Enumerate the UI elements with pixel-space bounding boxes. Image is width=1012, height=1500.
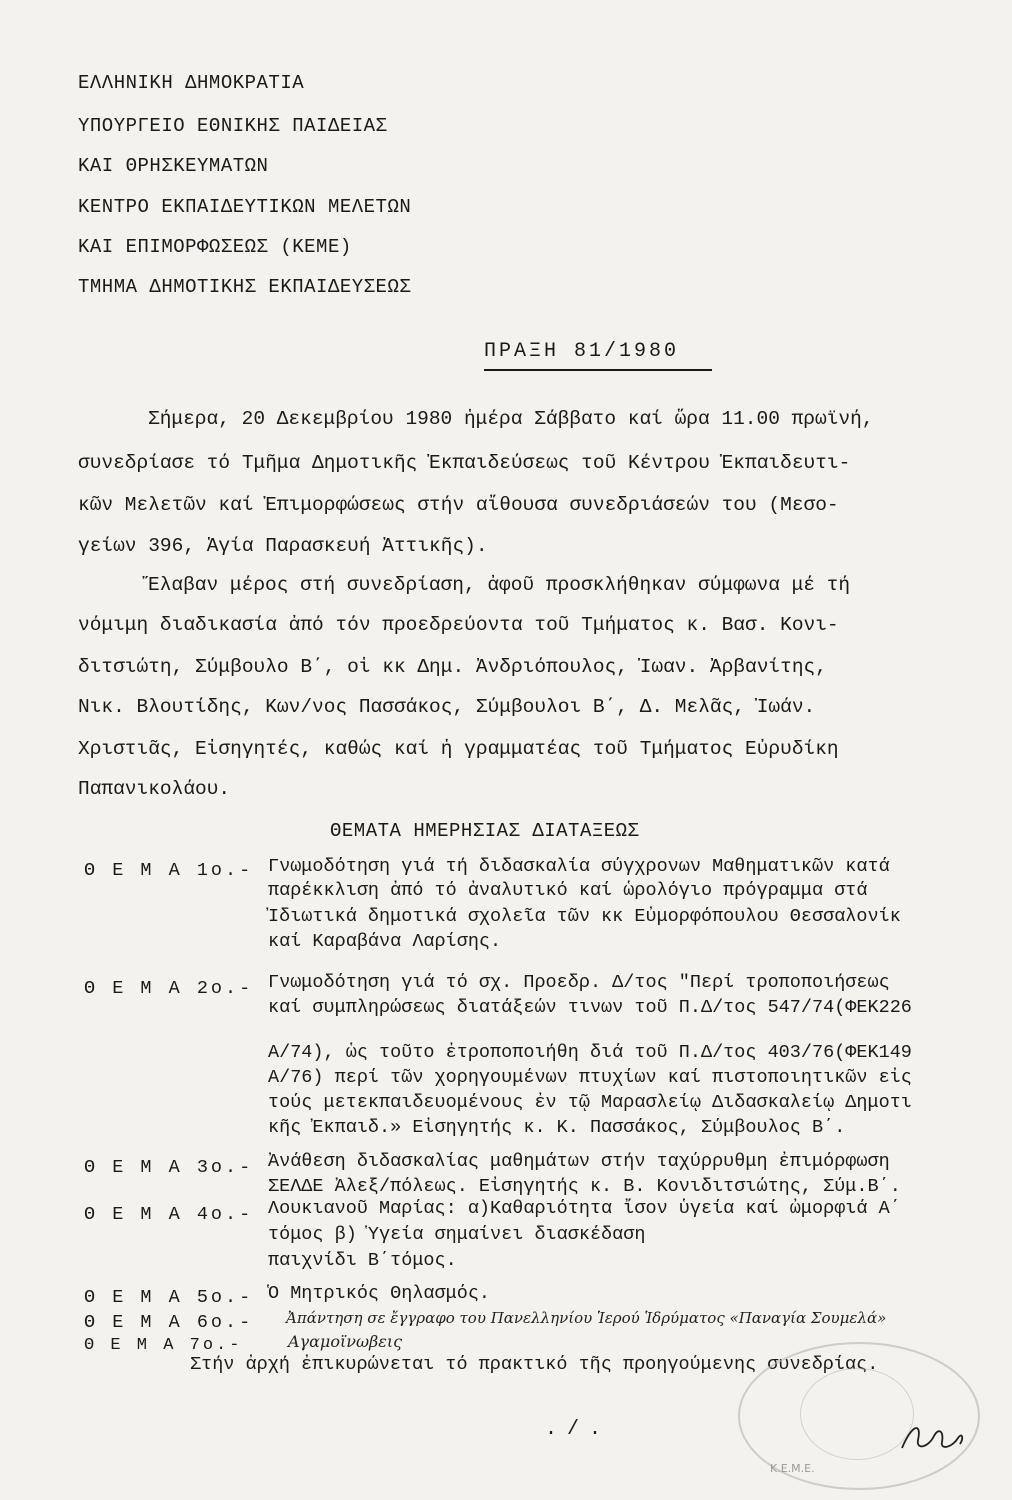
stamp-emblem: [800, 1368, 914, 1460]
agenda-item-line: Α/76) περί τῶν χορηγουμένων πτυχίων καί πιστοποιητικῶν εἰς: [268, 1067, 912, 1088]
agenda-heading: ΘΕΜΑΤΑ ΗΜΕΡΗΣΙΑΣ ΔΙΑΤΑΞΕΩΣ: [330, 820, 640, 842]
agenda-item-label: Θ Ε Μ Α 5ο.-: [84, 1287, 254, 1308]
stamp-text: Κ.Ε.Μ.Ε.: [770, 1462, 815, 1475]
body-line: Ἔλαβαν μέρος στή συνεδρίαση, ἀφοῦ προσκλήθηκαν σύμφωνα μέ τή: [148, 574, 851, 596]
agenda-item-line: παιχνίδι Β΄τόμος.: [268, 1250, 457, 1271]
header-line: ΤΜΗΜΑ ΔΗΜΟΤΙΚΗΣ ΕΚΠΑΙΔΕΥΣΕΩΣ: [78, 276, 412, 298]
body-line: Νικ. Βλουτίδης, Κων/νος Πασσάκος, Σύμβουλοι Β΄, Δ. Μελᾶς, Ἰωάν.: [78, 696, 816, 718]
agenda-item-label: Θ Ε Μ Α 7ο.-: [84, 1336, 243, 1355]
body-line: διτσιώτη, Σύμβουλο Β΄, οἱ κκ Δημ. Ἀνδριόπουλος, Ἰωαν. Ἀρβανίτης,: [78, 656, 827, 678]
agenda-item-line: Γνωμοδότηση γιά τό σχ. Προεδρ. Δ/τος "Περί τροποποιήσεως: [268, 972, 890, 993]
body-line: συνεδρίασε τό Τμῆμα Δημοτικῆς Ἐκπαιδεύσεως τοῦ Κέντρου Ἐκπαιδευτι-: [78, 452, 851, 474]
body-line: κῶν Μελετῶν καί Ἐπιμορφώσεως στήν αἴθουσα συνεδριάσεών του (Μεσο-: [78, 494, 839, 516]
title-underline: [484, 369, 712, 371]
agenda-item-line: παρέκκλιση ἀπό τό ἀναλυτικό καί ὡρολόγιο πρόγραμμα στά: [268, 880, 868, 901]
agenda-item-line: καί Καραβάνα Λαρίσης.: [268, 931, 502, 952]
agenda-item-line: Α/74), ὡς τοῦτο ἐτροποποιήθη διά τοῦ Π.Δ/τος 403/76(ΦΕΚ149: [268, 1042, 912, 1063]
agenda-item-line: Γνωμοδότηση γιά τή διδασκαλία σύγχρονων Μαθηματικῶν κατά: [268, 856, 890, 877]
agenda-item-line: τούς μετεκπαιδευομένους ἐν τῷ Μαρασλείῳ Διδασκαλείῳ Δημοτι: [268, 1092, 912, 1113]
agenda-item-label: Θ Ε Μ Α 6ο.-: [84, 1312, 254, 1333]
agenda-item-line: Ὁ Μητρικός Θηλασμός.: [268, 1283, 491, 1304]
header-line: ΕΛΛΗΝΙΚΗ ΔΗΜΟΚΡΑΤΙΑ: [78, 72, 305, 94]
agenda-item-label: Θ Ε Μ Α 4ο.-: [84, 1204, 254, 1225]
agenda-item-line: Ἀνάθεση διδασκαλίας μαθημάτων στήν ταχύρρυθμη ἐπιμόρφωση: [268, 1151, 890, 1172]
handwritten-note: Αγαμοϊνωβεις: [288, 1332, 403, 1351]
agenda-item-label: Θ Ε Μ Α 1ο.-: [84, 860, 254, 881]
body-line: Σήμερα, 20 Δεκεμβρίου 1980 ἡμέρα Σάββατο καί ὥρα 11.00 πρωϊνή,: [148, 408, 874, 430]
signature: [898, 1418, 968, 1458]
agenda-item-line: ΣΕΛΔΕ Ἀλεξ/πόλεως. Εἰσηγητής κ. Β. Κονιδιτσιώτης, Σύμ.Β΄.: [268, 1176, 901, 1197]
agenda-item-line: Λουκιανοῦ Μαρίας: α)Καθαριότητα ἴσον ὑγεία καί ὠμορφιά Α΄: [268, 1198, 901, 1219]
handwritten-note: Ἀπάντηση σε ἔγγραφο του Πανελληνίου Ἱερού Ἱδρύματος «Παναγία Σουμελά»: [286, 1309, 887, 1327]
agenda-item-label: Θ Ε Μ Α 3ο.-: [84, 1157, 254, 1178]
body-line: Χριστιᾶς, Εἰσηγητές, καθώς καί ἡ γραμματέας τοῦ Τμήματος Εὐρυδίκη: [78, 738, 839, 760]
agenda-item-label: Θ Ε Μ Α 2ο.-: [84, 978, 254, 999]
page-marker: ./.: [545, 1418, 612, 1441]
agenda-item-line: τόμος β) Ὑγεία σημαίνει διασκέδαση: [268, 1224, 646, 1245]
header-line: ΥΠΟΥΡΓΕΙΟ ΕΘΝΙΚΗΣ ΠΑΙΔΕΙΑΣ: [78, 115, 388, 137]
body-line: γείων 396, Ἁγία Παρασκευή Ἀττικῆς).: [78, 535, 488, 557]
document-title: ΠΡΑΞΗ 81/1980: [484, 340, 680, 363]
header-line: ΚΑΙ ΕΠΙΜΟΡΦΩΣΕΩΣ (ΚΕΜΕ): [78, 236, 352, 258]
body-line: Παπανικολάου.: [78, 778, 231, 800]
agenda-item-line: κῆς Ἐκπαιδ.» Εἰσηγητής κ. Κ. Πασσάκος, Σύμβουλος Β΄.: [268, 1117, 846, 1138]
body-line: νόμιμη διαδικασία ἀπό τόν προεδρεύοντα τοῦ Τμήματος κ. Βασ. Κονι-: [78, 614, 839, 636]
closing-line: Στήν ἀρχή ἐπικυρώνεται τό πρακτικό τῆς προηγούμενης συνεδρίας.: [190, 1354, 879, 1375]
header-line: ΚΕΝΤΡΟ ΕΚΠΑΙΔΕΥΤΙΚΩΝ ΜΕΛΕΤΩΝ: [78, 196, 412, 218]
agenda-item-line: Ἰδιωτικά δημοτικά σχολεῖα τῶν κκ Εὐμορφόπουλου Θεσσαλονίκ: [268, 906, 901, 927]
header-line: ΚΑΙ ΘΡΗΣΚΕΥΜΑΤΩΝ: [78, 155, 269, 177]
agenda-item-line: καί συμπληρώσεως διατάξεών τινων τοῦ Π.Δ/τος 547/74(ΦΕΚ226: [268, 997, 912, 1018]
